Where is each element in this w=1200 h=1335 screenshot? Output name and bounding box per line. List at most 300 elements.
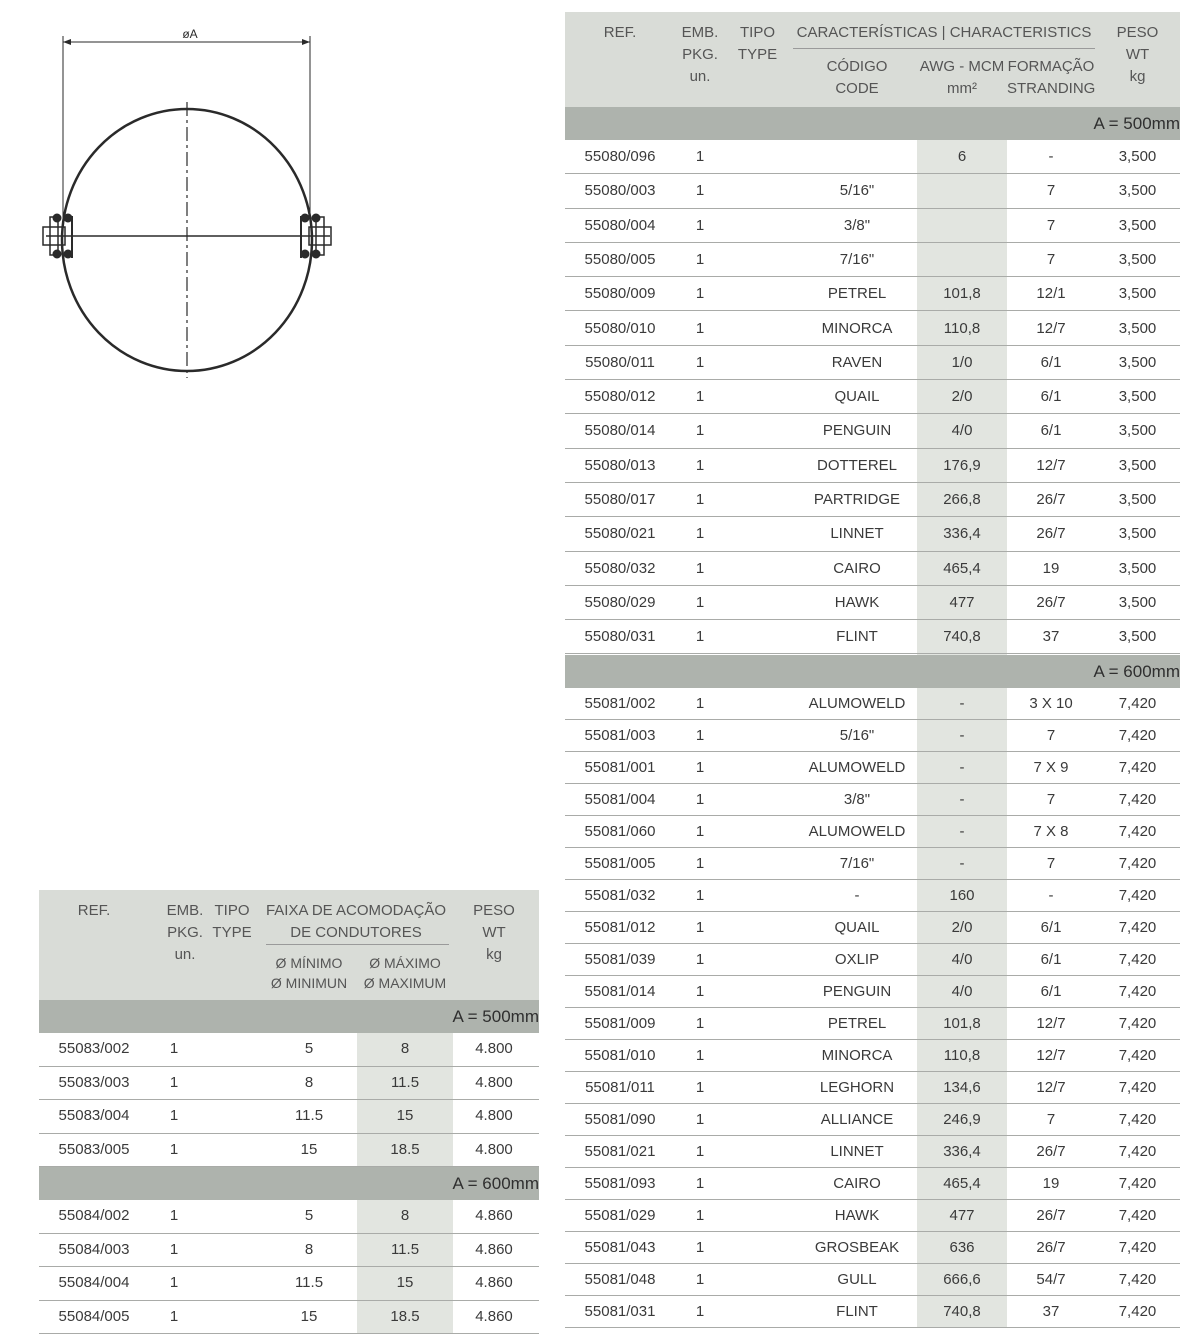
cell-emb: 1	[695, 950, 705, 968]
cell-code: 7/16"	[839, 250, 875, 268]
cell-strand: 7	[1046, 216, 1056, 234]
table-row	[565, 1104, 1180, 1136]
cell-awg: -	[959, 822, 965, 840]
cell-peso: 3,500	[1118, 250, 1157, 268]
cell-min: 15	[300, 1140, 318, 1158]
cell-strand: 26/7	[1036, 1238, 1066, 1256]
cell-ref: 55080/014	[584, 422, 656, 440]
cell-emb: 1	[695, 726, 705, 744]
cell-awg: -	[959, 758, 965, 776]
table-row	[565, 752, 1180, 784]
cell-emb: 1	[695, 758, 705, 776]
cell-peso: 4.800	[475, 1140, 513, 1158]
cell-ref: 55084/005	[58, 1307, 130, 1325]
cell-peso: 3,500	[1118, 559, 1157, 577]
cell-ref: 55080/031	[584, 628, 656, 646]
cell-peso: 7,420	[1118, 1142, 1157, 1160]
cell-ref: 55081/090	[584, 1110, 656, 1128]
cell-awg: 4/0	[951, 982, 973, 1000]
cell-awg: 666,6	[943, 1270, 981, 1288]
cell-emb: 1	[169, 1107, 179, 1124]
clamp-conductor-table	[565, 12, 1180, 1335]
cell-max: 18.5	[390, 1140, 420, 1158]
cell-code: 5/16"	[839, 726, 875, 744]
cell-awg: 6	[957, 148, 967, 165]
cell-code: ALUMOWELD	[808, 758, 906, 776]
cell-ref: 55081/014	[584, 982, 656, 1000]
cell-peso: 3,500	[1118, 422, 1157, 440]
cell-max: 8	[400, 1207, 410, 1224]
cell-ref: 55081/029	[584, 1206, 656, 1224]
cell-code: CAIRO	[833, 1174, 881, 1192]
cell-emb: 1	[695, 982, 705, 1000]
cell-peso: 7,420	[1118, 1206, 1157, 1224]
section-header	[39, 1167, 539, 1200]
cell-strand: 3 X 10	[1029, 694, 1073, 712]
table-row	[565, 277, 1180, 311]
cell-emb: 1	[695, 422, 705, 440]
cell-awg: -	[959, 854, 965, 872]
cell-ref: 55080/021	[584, 525, 656, 543]
cell-peso: 7,420	[1118, 1110, 1157, 1128]
cell-awg: 2/0	[951, 918, 973, 936]
cell-peso: 7,420	[1118, 1174, 1157, 1192]
cell-ref: 55084/002	[58, 1207, 130, 1224]
cell-emb: 1	[695, 854, 705, 872]
table-header	[565, 12, 1180, 107]
cell-emb: 1	[695, 353, 705, 371]
section-header	[39, 1000, 539, 1033]
cell-peso: 7,420	[1118, 758, 1157, 776]
table-row	[39, 1234, 539, 1268]
cell-awg: 477	[949, 593, 975, 611]
cell-emb: 1	[695, 1142, 705, 1160]
table-row	[565, 912, 1180, 944]
cell-ref: 55081/093	[584, 1174, 656, 1192]
cell-awg: 740,8	[943, 1302, 981, 1320]
cell-emb: 1	[695, 918, 705, 936]
cell-strand: 12/7	[1036, 1046, 1066, 1064]
cell-peso: 7,420	[1118, 950, 1157, 968]
cell-code: DOTTEREL	[816, 456, 897, 474]
cell-emb: 1	[695, 250, 705, 268]
cell-ref: 55080/003	[584, 182, 656, 200]
cell-ref: 55084/003	[58, 1240, 130, 1258]
table-row	[565, 976, 1180, 1008]
clamp-range-table	[39, 890, 539, 1335]
cell-ref: 55080/010	[584, 319, 656, 337]
cell-peso: 3,500	[1118, 319, 1157, 337]
cell-awg: 176,9	[943, 456, 981, 474]
cell-strand: 6/1	[1040, 353, 1062, 371]
cell-code: FLINT	[836, 1302, 878, 1320]
cell-peso: 7,420	[1118, 726, 1157, 744]
table-row	[565, 816, 1180, 848]
cell-strand: 7	[1046, 182, 1056, 200]
section-label: A = 500mm	[452, 1007, 539, 1026]
cell-strand: -	[1048, 886, 1054, 904]
cell-min: 5	[304, 1207, 314, 1224]
cell-strand: 19	[1042, 559, 1060, 577]
cell-max: 18.5	[390, 1307, 420, 1325]
cell-ref: 55080/012	[584, 388, 656, 406]
cell-strand: 12/7	[1036, 1014, 1066, 1032]
table-row	[565, 243, 1180, 277]
table-row	[39, 1134, 539, 1168]
table-row	[565, 944, 1180, 976]
cell-code: 5/16"	[839, 182, 875, 200]
table-row	[565, 1200, 1180, 1232]
header-tipo: TIPO TYPE	[212, 902, 252, 941]
cell-strand: 26/7	[1036, 593, 1066, 611]
header-peso: PESO WT kg	[473, 902, 515, 963]
table-row	[565, 688, 1180, 720]
cell-ref: 55080/013	[584, 456, 656, 474]
cell-min: 5	[304, 1040, 314, 1057]
cell-awg: 110,8	[943, 1046, 981, 1064]
header-tipo: TIPO TYPE	[737, 24, 778, 63]
cell-awg: -	[959, 790, 965, 808]
header-ref: REF.	[77, 902, 111, 919]
cell-awg: 1/0	[951, 353, 973, 371]
cell-strand: 37	[1042, 628, 1060, 646]
cell-strand: 7 X 8	[1033, 822, 1069, 840]
cell-ref: 55081/002	[584, 694, 656, 712]
cell-emb: 1	[695, 1046, 705, 1064]
cell-awg: 336,4	[943, 1142, 981, 1160]
cell-max: 8	[400, 1040, 410, 1057]
table-row	[39, 1067, 539, 1101]
cell-strand: 12/7	[1036, 319, 1066, 337]
table-row	[39, 1200, 539, 1234]
table-row	[565, 449, 1180, 483]
cell-max: 15	[396, 1274, 414, 1291]
cell-strand: 6/1	[1040, 422, 1062, 440]
cell-emb: 1	[169, 1073, 179, 1091]
cell-emb: 1	[695, 1302, 705, 1320]
cell-max: 11.5	[390, 1073, 420, 1091]
cell-strand: -	[1048, 148, 1054, 165]
cell-strand: 6/1	[1040, 918, 1062, 936]
cell-awg: 636	[949, 1238, 975, 1256]
cell-awg: 160	[949, 886, 975, 904]
table-row	[565, 720, 1180, 752]
cell-peso: 7,420	[1118, 1078, 1157, 1096]
cell-emb: 1	[695, 1206, 705, 1224]
table-row	[565, 414, 1180, 448]
cell-peso: 4.800	[475, 1040, 513, 1057]
cell-peso: 3,500	[1118, 182, 1157, 200]
cell-strand: 26/7	[1036, 491, 1066, 508]
cell-peso: 4.860	[475, 1207, 513, 1224]
header-awg: AWG - MCM mm²	[919, 58, 1005, 97]
cell-min: 11.5	[294, 1274, 324, 1291]
cell-strand: 26/7	[1036, 525, 1066, 543]
cell-emb: 1	[695, 525, 705, 543]
cell-ref: 55081/005	[584, 854, 656, 872]
cell-emb: 1	[695, 886, 705, 904]
cell-ref: 55081/032	[584, 886, 656, 904]
cell-emb: 1	[695, 1014, 705, 1032]
section-label: A = 600mm	[452, 1174, 539, 1193]
cell-code: PETREL	[827, 1014, 887, 1032]
dimension-label: øA	[182, 27, 198, 41]
cell-min: 8	[304, 1073, 314, 1091]
cell-strand: 7	[1046, 726, 1056, 744]
cell-code: 3/8"	[843, 790, 871, 808]
cell-awg: 4/0	[951, 950, 973, 968]
header-emb: EMB. PKG. un.	[166, 902, 204, 963]
cell-ref: 55081/003	[584, 726, 656, 744]
cell-strand: 37	[1042, 1302, 1060, 1320]
cell-peso: 7,420	[1118, 822, 1157, 840]
cell-emb: 1	[169, 1307, 179, 1325]
cell-peso: 7,420	[1118, 1014, 1157, 1032]
cell-code: LINNET	[830, 1142, 884, 1160]
cell-code: HAWK	[834, 1206, 880, 1224]
cell-awg: -	[959, 694, 965, 712]
cell-code: PARTRIDGE	[813, 491, 901, 508]
table-row	[565, 1168, 1180, 1200]
table-row	[565, 380, 1180, 414]
cell-ref: 55080/017	[584, 491, 656, 508]
header-max: Ø MÁXIMO Ø MAXIMUM	[363, 955, 447, 991]
cell-awg: 477	[949, 1206, 975, 1224]
cell-emb: 1	[169, 1240, 179, 1258]
cell-emb: 1	[695, 388, 705, 406]
cell-peso: 7,420	[1118, 886, 1157, 904]
table-row	[39, 1267, 539, 1301]
cell-ref: 55083/004	[58, 1107, 130, 1124]
cell-code: GULL	[837, 1270, 877, 1288]
cell-code: LEGHORN	[819, 1078, 895, 1096]
cell-awg: 465,4	[943, 559, 981, 577]
cell-code: FLINT	[836, 628, 878, 646]
cell-peso: 7,420	[1118, 982, 1157, 1000]
cell-emb: 1	[695, 319, 705, 337]
cell-ref: 55081/039	[584, 950, 656, 968]
cell-awg: 336,4	[943, 525, 981, 543]
table-row	[565, 1232, 1180, 1264]
table-row	[565, 483, 1180, 517]
cell-strand: 12/7	[1036, 456, 1066, 474]
table-row	[565, 140, 1180, 174]
cell-strand: 7	[1046, 790, 1056, 808]
table-row	[565, 174, 1180, 208]
cell-ref: 55080/009	[584, 285, 656, 303]
table-row	[565, 552, 1180, 586]
cell-strand: 12/7	[1036, 1078, 1066, 1096]
cell-emb: 1	[695, 1270, 705, 1288]
cell-ref: 55081/060	[584, 822, 656, 840]
cell-peso: 3,500	[1118, 593, 1157, 611]
cell-peso: 3,500	[1118, 628, 1157, 646]
header-faixa: FAIXA DE ACOMODAÇÃO DE CONDUTORES	[265, 902, 447, 941]
section-label: A = 600mm	[1093, 661, 1180, 681]
cell-awg: 134,6	[943, 1078, 981, 1096]
cell-strand: 26/7	[1036, 1206, 1066, 1224]
table-row	[565, 848, 1180, 880]
table-row	[565, 1296, 1180, 1328]
table-row	[39, 1033, 539, 1067]
cell-ref: 55081/011	[585, 1078, 655, 1096]
cell-code: PENGUIN	[822, 982, 892, 1000]
cell-peso: 7,420	[1118, 1270, 1157, 1288]
cell-awg: 465,4	[943, 1174, 981, 1192]
cell-strand: 6/1	[1040, 950, 1062, 968]
header-peso: PESO WT kg	[1116, 24, 1159, 85]
cell-peso: 3,500	[1118, 148, 1157, 165]
cell-code: ALLIANCE	[820, 1110, 894, 1128]
cell-peso: 7,420	[1118, 854, 1157, 872]
cell-ref: 55081/048	[584, 1270, 656, 1288]
cell-max: 11.5	[390, 1240, 420, 1258]
table-row	[565, 209, 1180, 243]
table-header	[39, 890, 539, 1000]
cell-peso: 3,500	[1118, 388, 1157, 406]
clamp-diagram	[30, 20, 350, 380]
cell-emb: 1	[695, 216, 705, 234]
cell-peso: 7,420	[1118, 694, 1157, 712]
cell-emb: 1	[695, 456, 705, 474]
header-caract: CARACTERÍSTICAS | CHARACTERISTICS	[796, 24, 1092, 41]
cell-strand: 26/7	[1036, 1142, 1066, 1160]
cell-peso: 7,420	[1118, 790, 1157, 808]
table-row	[565, 880, 1180, 912]
cell-code: PETREL	[827, 285, 887, 303]
cell-ref: 55081/010	[584, 1046, 656, 1064]
table-row	[565, 312, 1180, 346]
cell-ref: 55081/004	[584, 790, 656, 808]
section-header	[565, 655, 1180, 688]
cell-ref: 55080/004	[584, 216, 656, 234]
table-row	[565, 1264, 1180, 1296]
cell-ref: 55083/003	[58, 1073, 130, 1091]
cell-code: -	[854, 886, 860, 904]
cell-strand: 7	[1046, 1110, 1056, 1128]
cell-emb: 1	[695, 491, 705, 508]
cell-ref: 55083/002	[58, 1040, 130, 1057]
cell-awg: 110,8	[943, 319, 981, 337]
cell-peso: 4.860	[475, 1274, 513, 1291]
cell-ref: 55080/096	[584, 148, 656, 165]
cell-strand: 12/1	[1036, 285, 1066, 303]
cell-emb: 1	[695, 790, 705, 808]
cell-ref: 55081/009	[584, 1014, 656, 1032]
cell-emb: 1	[695, 148, 705, 165]
cell-min: 11.5	[294, 1107, 324, 1124]
cell-awg: 4/0	[951, 422, 973, 440]
cell-peso: 3,500	[1118, 525, 1157, 543]
section-header	[565, 107, 1180, 140]
cell-emb: 1	[695, 822, 705, 840]
cell-ref: 55081/031	[584, 1302, 656, 1320]
table-row	[565, 1072, 1180, 1104]
cell-peso: 3,500	[1118, 456, 1157, 474]
cell-ref: 55081/043	[584, 1238, 656, 1256]
cell-code: 3/8"	[843, 216, 871, 234]
header-formacao: FORMAÇÃO STRANDING	[1007, 58, 1096, 97]
cell-peso: 7,420	[1118, 1302, 1157, 1320]
cell-emb: 1	[695, 1110, 705, 1128]
cell-code: QUAIL	[834, 388, 880, 406]
cell-code: GROSBEAK	[814, 1238, 900, 1256]
cell-ref: 55081/021	[584, 1142, 656, 1160]
cell-peso: 4.860	[475, 1240, 513, 1258]
cell-code: PENGUIN	[822, 422, 892, 440]
cell-emb: 1	[695, 628, 705, 646]
cell-code: LINNET	[830, 525, 884, 543]
cell-emb: 1	[169, 1140, 179, 1158]
cell-strand: 19	[1042, 1174, 1060, 1192]
cell-peso: 3,500	[1118, 216, 1157, 234]
header-ref: REF.	[603, 24, 637, 41]
cell-peso: 3,500	[1118, 353, 1157, 371]
cell-ref: 55081/012	[584, 918, 656, 936]
cell-ref: 55080/005	[584, 250, 656, 268]
cell-ref: 55080/011	[585, 353, 655, 371]
section-label: A = 500mm	[1093, 114, 1180, 133]
cell-emb: 1	[695, 593, 705, 611]
cell-peso: 3,500	[1118, 491, 1157, 508]
cell-ref: 55080/032	[584, 559, 656, 577]
cell-emb: 1	[169, 1207, 179, 1224]
cell-code: ALUMOWELD	[808, 822, 906, 840]
cell-strand: 7	[1046, 854, 1056, 872]
cell-min: 8	[304, 1240, 314, 1258]
table-row	[39, 1301, 539, 1335]
table-row	[565, 1040, 1180, 1072]
cell-strand: 6/1	[1040, 982, 1062, 1000]
cell-ref: 55080/029	[584, 593, 656, 611]
header-codigo: CÓDIGO CODE	[826, 58, 888, 97]
cell-code: MINORCA	[821, 1046, 893, 1064]
table-row	[565, 620, 1180, 654]
cell-strand: 7	[1046, 250, 1056, 268]
cell-emb: 1	[695, 694, 705, 712]
cell-ref: 55084/004	[58, 1274, 130, 1291]
cell-code: CAIRO	[833, 559, 881, 577]
cell-emb: 1	[695, 1238, 705, 1256]
cell-awg: 246,9	[943, 1110, 981, 1128]
table-row	[565, 784, 1180, 816]
cell-peso: 4.800	[475, 1073, 513, 1091]
cell-peso: 4.800	[475, 1107, 513, 1124]
cell-emb: 1	[695, 182, 705, 200]
cell-emb: 1	[695, 1078, 705, 1096]
table-row	[39, 1100, 539, 1134]
cell-ref: 55081/001	[584, 758, 656, 776]
table-row	[565, 586, 1180, 620]
cell-code: HAWK	[834, 593, 880, 611]
table-row	[565, 346, 1180, 380]
table-row	[565, 1008, 1180, 1040]
cell-code: QUAIL	[834, 918, 880, 936]
cell-code: 7/16"	[839, 854, 875, 872]
header-emb: EMB. PKG. un.	[681, 24, 719, 85]
cell-awg: 740,8	[943, 628, 981, 646]
cell-strand: 7 X 9	[1033, 758, 1069, 776]
cell-awg: 101,8	[943, 1014, 981, 1032]
table-row	[565, 1136, 1180, 1168]
cell-emb: 1	[169, 1040, 179, 1057]
cell-code: RAVEN	[831, 353, 883, 371]
cell-emb: 1	[169, 1274, 179, 1291]
cell-min: 15	[300, 1307, 318, 1325]
cell-code: OXLIP	[834, 950, 880, 968]
cell-emb: 1	[695, 1174, 705, 1192]
header-min: Ø MÍNIMO Ø MINIMUN	[270, 955, 348, 991]
